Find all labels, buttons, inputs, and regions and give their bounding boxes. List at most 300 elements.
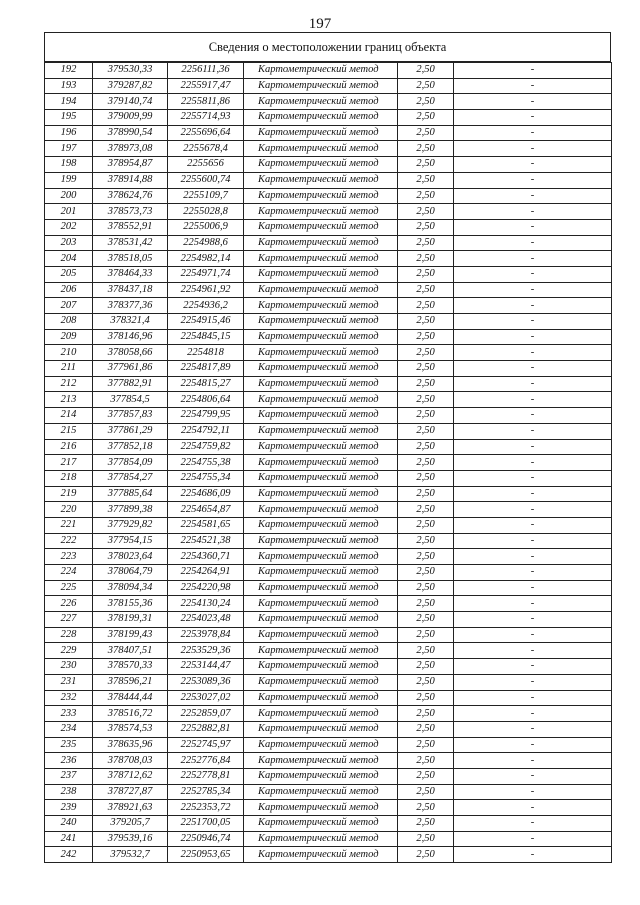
x-coordinate-cell: 378199,31 — [93, 612, 168, 628]
method-cell: Картометрический метод — [244, 690, 398, 706]
y-coordinate-cell: 2255656 — [168, 157, 244, 173]
accuracy-cell: 2,50 — [398, 847, 454, 863]
point-number-cell: 204 — [45, 251, 93, 267]
table-row — [45, 690, 612, 706]
accuracy-cell: 2,50 — [398, 565, 454, 581]
y-coordinate-cell: 2254755,38 — [168, 455, 244, 471]
y-coordinate-cell: 2254759,82 — [168, 439, 244, 455]
point-number-cell: 199 — [45, 172, 93, 188]
table-row — [45, 298, 612, 314]
method-cell: Картометрический метод — [244, 596, 398, 612]
method-cell: Картометрический метод — [244, 706, 398, 722]
method-cell: Картометрический метод — [244, 486, 398, 502]
note-cell: - — [454, 659, 612, 675]
method-cell: Картометрический метод — [244, 298, 398, 314]
x-coordinate-cell: 378321,4 — [93, 314, 168, 330]
x-coordinate-cell: 379140,74 — [93, 94, 168, 110]
accuracy-cell: 2,50 — [398, 470, 454, 486]
accuracy-cell: 2,50 — [398, 627, 454, 643]
accuracy-cell: 2,50 — [398, 110, 454, 126]
point-number-cell: 221 — [45, 517, 93, 533]
accuracy-cell: 2,50 — [398, 737, 454, 753]
method-cell: Картометрический метод — [244, 768, 398, 784]
method-cell: Картометрический метод — [244, 549, 398, 565]
x-coordinate-cell: 377854,5 — [93, 392, 168, 408]
point-number-cell: 229 — [45, 643, 93, 659]
note-cell: - — [454, 110, 612, 126]
table-row — [45, 314, 612, 330]
table-row — [45, 141, 612, 157]
y-coordinate-cell: 2252859,07 — [168, 706, 244, 722]
x-coordinate-cell: 378058,66 — [93, 345, 168, 361]
table-row — [45, 63, 612, 79]
accuracy-cell: 2,50 — [398, 674, 454, 690]
method-cell: Картометрический метод — [244, 141, 398, 157]
method-cell: Картометрический метод — [244, 721, 398, 737]
page-number: 197 — [308, 16, 332, 32]
note-cell: - — [454, 408, 612, 424]
note-cell: - — [454, 282, 612, 298]
x-coordinate-cell: 378444,44 — [93, 690, 168, 706]
accuracy-cell: 2,50 — [398, 659, 454, 675]
point-number-cell: 213 — [45, 392, 93, 408]
table-row — [45, 266, 612, 282]
method-cell: Картометрический метод — [244, 533, 398, 549]
point-number-cell: 234 — [45, 721, 93, 737]
note-cell: - — [454, 800, 612, 816]
accuracy-cell: 2,50 — [398, 376, 454, 392]
y-coordinate-cell: 2252778,81 — [168, 768, 244, 784]
y-coordinate-cell: 2254815,27 — [168, 376, 244, 392]
point-number-cell: 241 — [45, 831, 93, 847]
accuracy-cell: 2,50 — [398, 643, 454, 659]
point-number-cell: 218 — [45, 470, 93, 486]
method-cell: Картометрический метод — [244, 376, 398, 392]
method-cell: Картометрический метод — [244, 314, 398, 330]
y-coordinate-cell: 2252776,84 — [168, 753, 244, 769]
note-cell: - — [454, 141, 612, 157]
accuracy-cell: 2,50 — [398, 63, 454, 79]
note-cell: - — [454, 549, 612, 565]
accuracy-cell: 2,50 — [398, 768, 454, 784]
table-row — [45, 502, 612, 518]
note-cell: - — [454, 674, 612, 690]
method-cell: Картометрический метод — [244, 157, 398, 173]
note-cell: - — [454, 768, 612, 784]
point-number-cell: 233 — [45, 706, 93, 722]
method-cell: Картометрический метод — [244, 251, 398, 267]
accuracy-cell: 2,50 — [398, 455, 454, 471]
note-cell: - — [454, 345, 612, 361]
note-cell: - — [454, 204, 612, 220]
y-coordinate-cell: 2254220,98 — [168, 580, 244, 596]
point-number-cell: 238 — [45, 784, 93, 800]
point-number-cell: 222 — [45, 533, 93, 549]
note-cell: - — [454, 643, 612, 659]
note-cell: - — [454, 737, 612, 753]
table-row — [45, 282, 612, 298]
method-cell: Картометрический метод — [244, 847, 398, 863]
accuracy-cell: 2,50 — [398, 282, 454, 298]
method-cell: Картометрический метод — [244, 94, 398, 110]
note-cell: - — [454, 235, 612, 251]
note-cell: - — [454, 455, 612, 471]
y-coordinate-cell: 2254988,6 — [168, 235, 244, 251]
method-cell: Картометрический метод — [244, 627, 398, 643]
point-number-cell: 209 — [45, 329, 93, 345]
table-row — [45, 612, 612, 628]
table-row — [45, 392, 612, 408]
y-coordinate-cell: 2254360,71 — [168, 549, 244, 565]
y-coordinate-cell: 2254755,34 — [168, 470, 244, 486]
note-cell: - — [454, 706, 612, 722]
point-number-cell: 211 — [45, 361, 93, 377]
table-row — [45, 251, 612, 267]
x-coordinate-cell: 377854,27 — [93, 470, 168, 486]
note-cell: - — [454, 612, 612, 628]
accuracy-cell: 2,50 — [398, 157, 454, 173]
note-cell: - — [454, 298, 612, 314]
x-coordinate-cell: 377852,18 — [93, 439, 168, 455]
point-number-cell: 240 — [45, 816, 93, 832]
table-row — [45, 235, 612, 251]
table-row — [45, 847, 612, 863]
note-cell: - — [454, 596, 612, 612]
method-cell: Картометрический метод — [244, 470, 398, 486]
point-number-cell: 208 — [45, 314, 93, 330]
table-row — [45, 188, 612, 204]
accuracy-cell: 2,50 — [398, 251, 454, 267]
y-coordinate-cell: 2254654,87 — [168, 502, 244, 518]
note-cell: - — [454, 78, 612, 94]
accuracy-cell: 2,50 — [398, 266, 454, 282]
y-coordinate-cell: 2253144,47 — [168, 659, 244, 675]
point-number-cell: 192 — [45, 63, 93, 79]
table-row — [45, 423, 612, 439]
point-number-cell: 226 — [45, 596, 93, 612]
method-cell: Картометрический метод — [244, 345, 398, 361]
x-coordinate-cell: 378990,54 — [93, 125, 168, 141]
note-cell: - — [454, 831, 612, 847]
x-coordinate-cell: 379530,33 — [93, 63, 168, 79]
accuracy-cell: 2,50 — [398, 298, 454, 314]
point-number-cell: 215 — [45, 423, 93, 439]
note-cell: - — [454, 376, 612, 392]
note-cell: - — [454, 329, 612, 345]
note-cell: - — [454, 392, 612, 408]
accuracy-cell: 2,50 — [398, 329, 454, 345]
point-number-cell: 207 — [45, 298, 93, 314]
table-row — [45, 329, 612, 345]
table-row — [45, 219, 612, 235]
y-coordinate-cell: 2252785,34 — [168, 784, 244, 800]
point-number-cell: 214 — [45, 408, 93, 424]
x-coordinate-cell: 378574,53 — [93, 721, 168, 737]
point-number-cell: 235 — [45, 737, 93, 753]
note-cell: - — [454, 486, 612, 502]
y-coordinate-cell: 2255600,74 — [168, 172, 244, 188]
method-cell: Картометрический метод — [244, 329, 398, 345]
x-coordinate-cell: 377885,64 — [93, 486, 168, 502]
note-cell: - — [454, 721, 612, 737]
note-cell: - — [454, 847, 612, 863]
x-coordinate-cell: 378914,88 — [93, 172, 168, 188]
method-cell: Картометрический метод — [244, 737, 398, 753]
y-coordinate-cell: 2253529,36 — [168, 643, 244, 659]
x-coordinate-cell: 378635,96 — [93, 737, 168, 753]
accuracy-cell: 2,50 — [398, 690, 454, 706]
x-coordinate-cell: 379205,7 — [93, 816, 168, 832]
accuracy-cell: 2,50 — [398, 800, 454, 816]
accuracy-cell: 2,50 — [398, 816, 454, 832]
x-coordinate-cell: 377961,86 — [93, 361, 168, 377]
point-number-cell: 206 — [45, 282, 93, 298]
y-coordinate-cell: 2254792,11 — [168, 423, 244, 439]
table-row — [45, 533, 612, 549]
x-coordinate-cell: 378921,63 — [93, 800, 168, 816]
point-number-cell: 193 — [45, 78, 93, 94]
note-cell: - — [454, 314, 612, 330]
note-cell: - — [454, 533, 612, 549]
method-cell: Картометрический метод — [244, 188, 398, 204]
note-cell: - — [454, 439, 612, 455]
table-row — [45, 596, 612, 612]
accuracy-cell: 2,50 — [398, 596, 454, 612]
y-coordinate-cell: 2255811,86 — [168, 94, 244, 110]
method-cell: Картометрический метод — [244, 392, 398, 408]
method-cell: Картометрический метод — [244, 612, 398, 628]
x-coordinate-cell: 379287,82 — [93, 78, 168, 94]
table-row — [45, 800, 612, 816]
table-row — [45, 376, 612, 392]
table-row — [45, 737, 612, 753]
x-coordinate-cell: 377861,29 — [93, 423, 168, 439]
x-coordinate-cell: 379539,16 — [93, 831, 168, 847]
x-coordinate-cell: 378407,51 — [93, 643, 168, 659]
x-coordinate-cell: 379532,7 — [93, 847, 168, 863]
method-cell: Картометрический метод — [244, 125, 398, 141]
x-coordinate-cell: 377854,09 — [93, 455, 168, 471]
point-number-cell: 203 — [45, 235, 93, 251]
point-number-cell: 196 — [45, 125, 93, 141]
note-cell: - — [454, 251, 612, 267]
point-number-cell: 217 — [45, 455, 93, 471]
method-cell: Картометрический метод — [244, 423, 398, 439]
note-cell: - — [454, 690, 612, 706]
table-row — [45, 643, 612, 659]
y-coordinate-cell: 2254915,46 — [168, 314, 244, 330]
point-number-cell: 198 — [45, 157, 93, 173]
y-coordinate-cell: 2252745,97 — [168, 737, 244, 753]
method-cell: Картометрический метод — [244, 235, 398, 251]
accuracy-cell: 2,50 — [398, 188, 454, 204]
y-coordinate-cell: 2254023,48 — [168, 612, 244, 628]
table-row — [45, 408, 612, 424]
accuracy-cell: 2,50 — [398, 125, 454, 141]
x-coordinate-cell: 378712,62 — [93, 768, 168, 784]
y-coordinate-cell: 2255109,7 — [168, 188, 244, 204]
table-row — [45, 455, 612, 471]
x-coordinate-cell: 377882,91 — [93, 376, 168, 392]
point-number-cell: 242 — [45, 847, 93, 863]
method-cell: Картометрический метод — [244, 800, 398, 816]
accuracy-cell: 2,50 — [398, 423, 454, 439]
table-row — [45, 659, 612, 675]
note-cell: - — [454, 361, 612, 377]
x-coordinate-cell: 378596,21 — [93, 674, 168, 690]
y-coordinate-cell: 2254521,38 — [168, 533, 244, 549]
method-cell: Картометрический метод — [244, 517, 398, 533]
table-row — [45, 125, 612, 141]
note-cell: - — [454, 188, 612, 204]
point-number-cell: 224 — [45, 565, 93, 581]
y-coordinate-cell: 2254130,24 — [168, 596, 244, 612]
y-coordinate-cell: 2251700,05 — [168, 816, 244, 832]
x-coordinate-cell: 378516,72 — [93, 706, 168, 722]
method-cell: Картометрический метод — [244, 784, 398, 800]
method-cell: Картометрический метод — [244, 219, 398, 235]
table-row — [45, 674, 612, 690]
table-row — [45, 784, 612, 800]
method-cell: Картометрический метод — [244, 408, 398, 424]
y-coordinate-cell: 2255917,47 — [168, 78, 244, 94]
note-cell: - — [454, 816, 612, 832]
y-coordinate-cell: 2252882,81 — [168, 721, 244, 737]
method-cell: Картометрический метод — [244, 110, 398, 126]
accuracy-cell: 2,50 — [398, 204, 454, 220]
x-coordinate-cell: 378464,33 — [93, 266, 168, 282]
x-coordinate-cell: 378552,91 — [93, 219, 168, 235]
note-cell: - — [454, 784, 612, 800]
point-number-cell: 236 — [45, 753, 93, 769]
x-coordinate-cell: 378094,34 — [93, 580, 168, 596]
table-row — [45, 172, 612, 188]
y-coordinate-cell: 2252353,72 — [168, 800, 244, 816]
x-coordinate-cell: 377857,83 — [93, 408, 168, 424]
note-cell: - — [454, 565, 612, 581]
point-number-cell: 216 — [45, 439, 93, 455]
method-cell: Картометрический метод — [244, 674, 398, 690]
x-coordinate-cell: 378064,79 — [93, 565, 168, 581]
point-number-cell: 219 — [45, 486, 93, 502]
method-cell: Картометрический метод — [244, 643, 398, 659]
point-number-cell: 228 — [45, 627, 93, 643]
table-row — [45, 157, 612, 173]
y-coordinate-cell: 2255678,4 — [168, 141, 244, 157]
point-number-cell: 201 — [45, 204, 93, 220]
y-coordinate-cell: 2255006,9 — [168, 219, 244, 235]
table-row — [45, 517, 612, 533]
note-cell: - — [454, 172, 612, 188]
table-row — [45, 816, 612, 832]
table-row — [45, 470, 612, 486]
accuracy-cell: 2,50 — [398, 314, 454, 330]
method-cell: Картометрический метод — [244, 753, 398, 769]
point-number-cell: 227 — [45, 612, 93, 628]
point-number-cell: 231 — [45, 674, 93, 690]
y-coordinate-cell: 2254581,65 — [168, 517, 244, 533]
accuracy-cell: 2,50 — [398, 517, 454, 533]
note-cell: - — [454, 470, 612, 486]
y-coordinate-cell: 2254264,91 — [168, 565, 244, 581]
accuracy-cell: 2,50 — [398, 408, 454, 424]
y-coordinate-cell: 2255028,8 — [168, 204, 244, 220]
accuracy-cell: 2,50 — [398, 784, 454, 800]
note-cell: - — [454, 627, 612, 643]
method-cell: Картометрический метод — [244, 78, 398, 94]
table-row — [45, 768, 612, 784]
point-number-cell: 223 — [45, 549, 93, 565]
y-coordinate-cell: 2256111,36 — [168, 63, 244, 79]
accuracy-cell: 2,50 — [398, 486, 454, 502]
table-row — [45, 580, 612, 596]
point-number-cell: 195 — [45, 110, 93, 126]
method-cell: Картометрический метод — [244, 565, 398, 581]
table-row — [45, 831, 612, 847]
y-coordinate-cell: 2250953,65 — [168, 847, 244, 863]
accuracy-cell: 2,50 — [398, 219, 454, 235]
accuracy-cell: 2,50 — [398, 235, 454, 251]
table-row — [45, 721, 612, 737]
x-coordinate-cell: 377899,38 — [93, 502, 168, 518]
method-cell: Картометрический метод — [244, 282, 398, 298]
method-cell: Картометрический метод — [244, 439, 398, 455]
x-coordinate-cell: 378531,42 — [93, 235, 168, 251]
boundary-sheet — [44, 32, 611, 863]
x-coordinate-cell: 378573,73 — [93, 204, 168, 220]
note-cell: - — [454, 502, 612, 518]
table-row — [45, 204, 612, 220]
method-cell: Картометрический метод — [244, 204, 398, 220]
method-cell: Картометрический метод — [244, 63, 398, 79]
y-coordinate-cell: 2250946,74 — [168, 831, 244, 847]
accuracy-cell: 2,50 — [398, 392, 454, 408]
accuracy-cell: 2,50 — [398, 706, 454, 722]
x-coordinate-cell: 378023,64 — [93, 549, 168, 565]
note-cell: - — [454, 125, 612, 141]
x-coordinate-cell: 378377,36 — [93, 298, 168, 314]
y-coordinate-cell: 2254845,15 — [168, 329, 244, 345]
table-row — [45, 627, 612, 643]
table-row — [45, 706, 612, 722]
x-coordinate-cell: 378155,36 — [93, 596, 168, 612]
point-number-cell: 237 — [45, 768, 93, 784]
note-cell: - — [454, 266, 612, 282]
point-number-cell: 197 — [45, 141, 93, 157]
note-cell: - — [454, 94, 612, 110]
y-coordinate-cell: 2254799,95 — [168, 408, 244, 424]
y-coordinate-cell: 2254961,92 — [168, 282, 244, 298]
table-row — [45, 439, 612, 455]
coordinates-table — [44, 62, 612, 863]
accuracy-cell: 2,50 — [398, 172, 454, 188]
x-coordinate-cell: 378708,03 — [93, 753, 168, 769]
table-title: Сведения о местоположении границ объекта — [44, 32, 611, 62]
y-coordinate-cell: 2254686,09 — [168, 486, 244, 502]
table-row — [45, 110, 612, 126]
coordinates-table-body — [45, 63, 612, 863]
point-number-cell: 239 — [45, 800, 93, 816]
accuracy-cell: 2,50 — [398, 78, 454, 94]
note-cell: - — [454, 517, 612, 533]
method-cell: Картометрический метод — [244, 580, 398, 596]
x-coordinate-cell: 379009,99 — [93, 110, 168, 126]
point-number-cell: 194 — [45, 94, 93, 110]
x-coordinate-cell: 378518,05 — [93, 251, 168, 267]
y-coordinate-cell: 2253089,36 — [168, 674, 244, 690]
accuracy-cell: 2,50 — [398, 831, 454, 847]
y-coordinate-cell: 2255714,93 — [168, 110, 244, 126]
